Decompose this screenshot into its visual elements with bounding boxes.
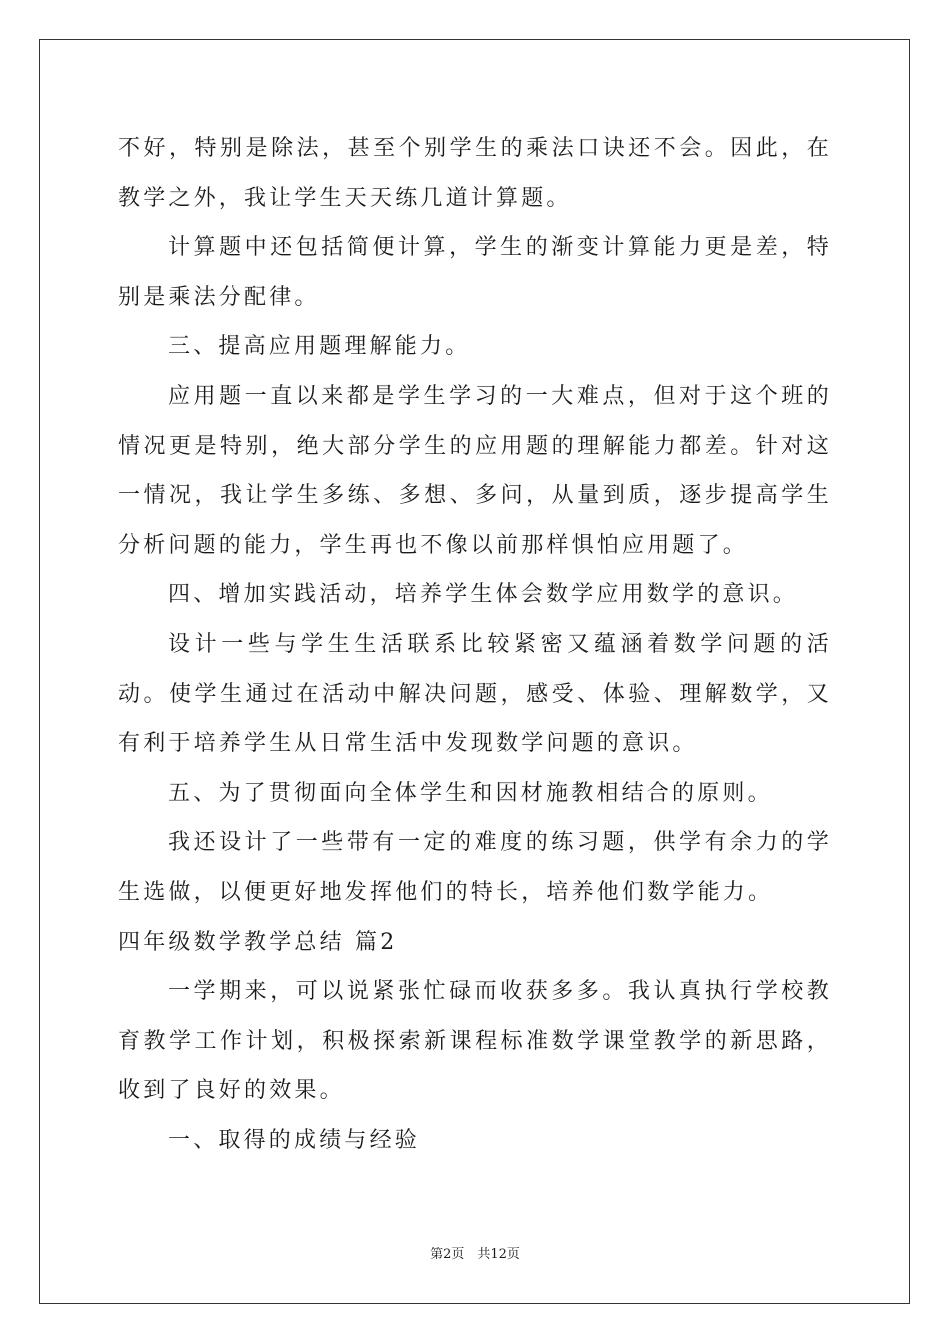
- article-title: 四年级数学教学总结 篇2: [118, 929, 398, 955]
- section-heading-4: 四、增加实践活动，培养学生体会数学应用数学的意识。: [168, 582, 799, 608]
- paragraph-4: 应用题一直以来都是学生学习的一大难点，但对于这个班的情况更是特别，绝大部分学生的应用题的理解能力都差。针对这一情况，我让学生多练、多想、多问，从量到质，逐步提高学生分析问题的能力，学生再也不像以前那样惧怕应用题了。: [118, 383, 832, 558]
- section-heading-5: 五、为了贯彻面向全体学生和因材施教相结合的原则。: [168, 780, 773, 806]
- paragraph-1: 不好，特别是除法，甚至个别学生的乘法口诀还不会。因此，在教学之外，我让学生天天练几道计算题。: [118, 136, 832, 211]
- section-heading-3: 三、提高应用题理解能力。: [168, 334, 471, 360]
- section-heading-1: 一、取得的成绩与经验: [168, 1127, 421, 1153]
- paragraph-2: 计算题中还包括简便计算，学生的渐变计算能力更是差，特别是乘法分配律。: [118, 235, 832, 310]
- paragraph-6: 设计一些与学生生活联系比较紧密又蕴涵着数学问题的活动。使学生通过在活动中解决问题，感受、体验、理解数学，又有利于培养学生从日常生活中发现数学问题的意识。: [118, 631, 832, 757]
- paragraph-10: 一学期来，可以说紧张忙碌而收获多多。我认真执行学校教育教学工作计划，积极探索新课程标准数学课堂教学的新思路，收到了良好的效果。: [118, 979, 832, 1104]
- page-number: 第2页 共12页: [430, 1247, 520, 1262]
- document-body: [118, 124, 832, 1165]
- paragraph-8: 我还设计了一些带有一定的难度的练习题，供学有余力的学生选做，以便更好地发挥他们的特长，培养他们数学能力。: [118, 830, 832, 905]
